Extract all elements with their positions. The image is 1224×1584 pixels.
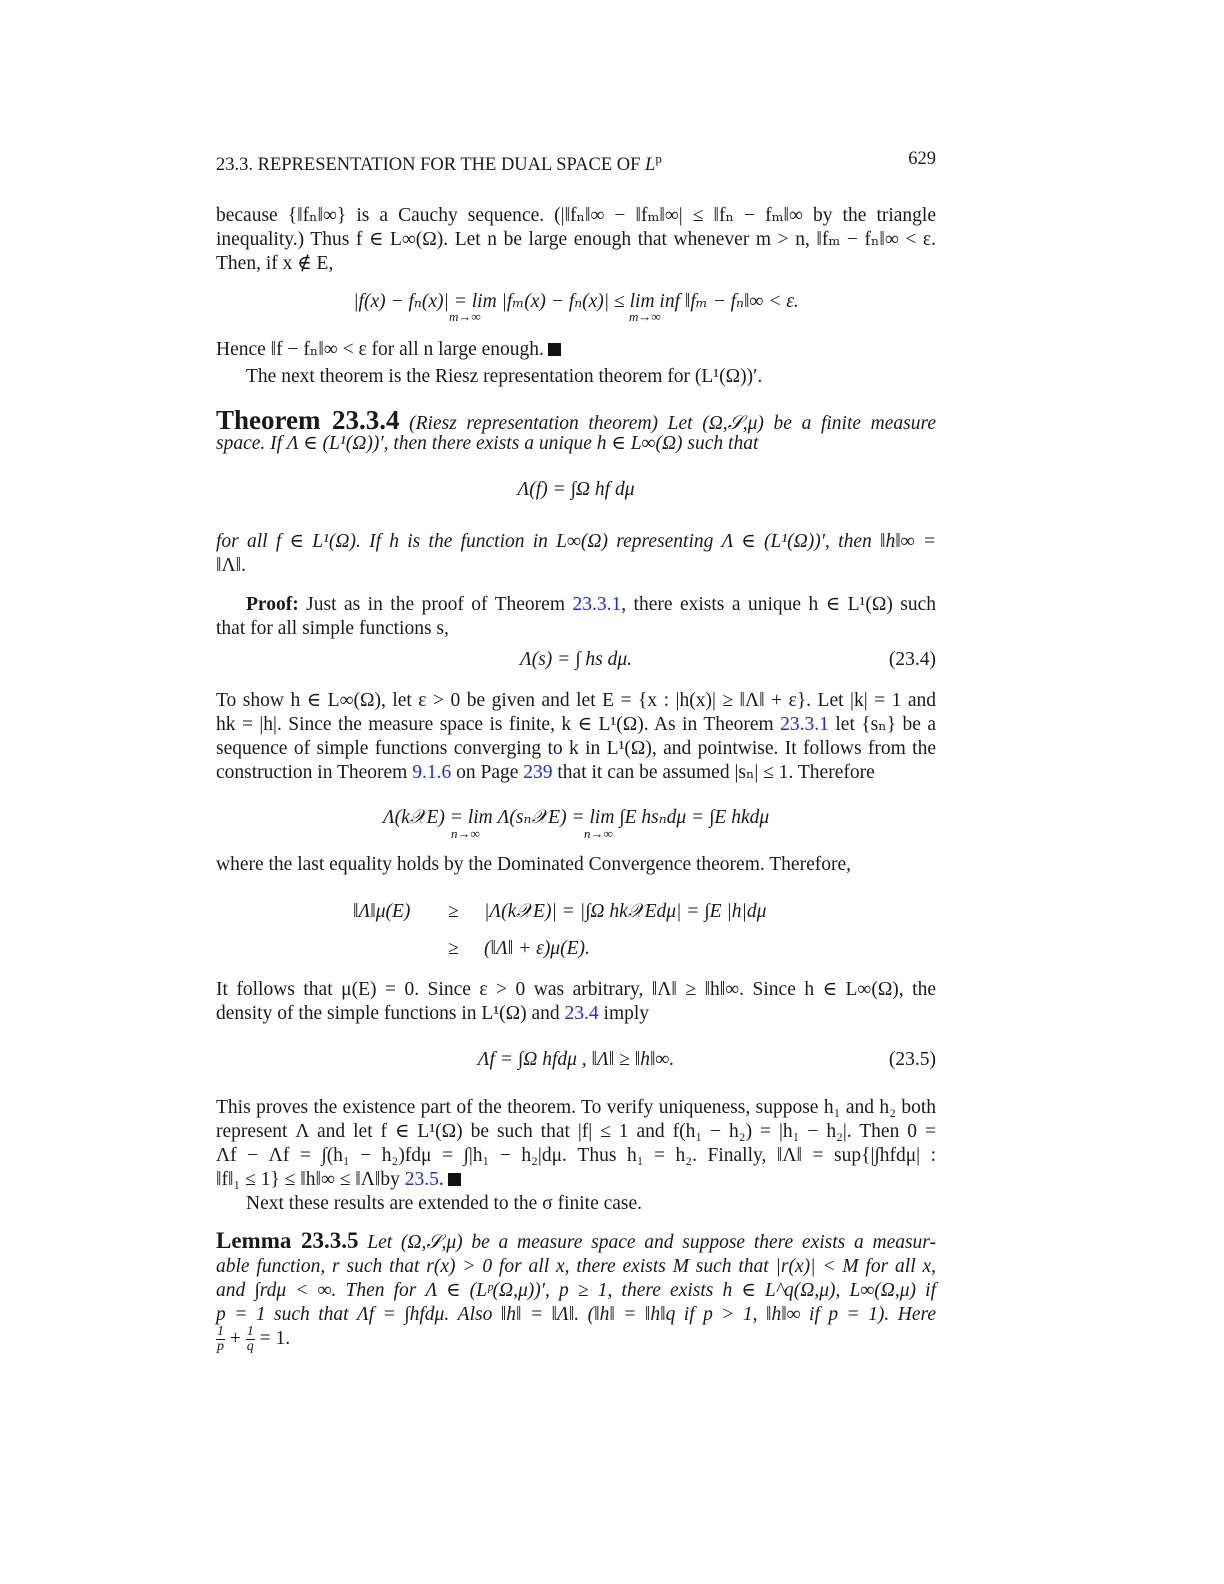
theorem-label: Theorem 23.3.4 [216, 405, 400, 435]
equation-limit-2: Λ(k𝒳E) = lim Λ(sₙ𝒳E) = lim ∫E hsₙdμ = ∫E hkdμ [382, 807, 770, 828]
proof-label: Proof: [246, 594, 299, 615]
page-number: 629 [908, 149, 936, 169]
frac2-den: q [246, 1339, 254, 1354]
equation-limit-2-sub-1: n→∞ [451, 826, 480, 841]
equation-limit [216, 290, 936, 314]
eq3-rel-1: ≥ [448, 901, 459, 922]
proof-text-1: Just as in the proof of Theorem [306, 594, 565, 615]
proof-text-1b: , there exists a unique h ∈ L¹(Ω) such [621, 594, 937, 615]
para-8: Next these results are extended to the σ finite case. [246, 1193, 643, 1214]
eq3-rel-2: ≥ [448, 938, 459, 959]
lemma-label: Lemma 23.3.5 [216, 1228, 359, 1253]
para-4-line-4 [216, 761, 936, 785]
frac1-num: 1 [217, 1324, 224, 1339]
para-3: The next theorem is the Riesz representation theorem for (L¹(Ω))′. [246, 366, 763, 387]
frac1-den: p [217, 1339, 224, 1354]
ref-theorem-23-3-1[interactable]: 23.3.1 [572, 594, 622, 615]
para-4-text-2a: hk = |h|. Since the measure space is finite, k ∈ L¹(Ω). As in Theorem [216, 714, 774, 735]
ref-equation-23-4[interactable]: 23.4 [564, 1003, 599, 1024]
para-2 [216, 338, 936, 362]
fraction-1-over-p [216, 1325, 225, 1354]
para-2-text: Hence ‖f − fₙ‖∞ < ε for all n large enough. [216, 339, 544, 360]
equation-23-5: Λf = ∫Ω hfdμ , ‖Λ‖ ≥ ‖h‖∞. [477, 1049, 675, 1070]
para-7-line-1: This proves the existence part of the theorem. To verify uniqueness, suppose h₁ and h₂ both [216, 1097, 936, 1118]
eq3-lhs: ‖Λ‖μ(E) [353, 901, 411, 922]
para-7-line-4: ‖f‖₁ ≤ 1} ≤ ‖h‖∞ ≤ ‖Λ‖by 23.5. [216, 1168, 936, 1192]
equation-23-4: Λ(s) = ∫ hs dμ. [519, 649, 633, 670]
equation-limit-sub-1: m→∞ [449, 309, 481, 324]
para-6-line-2 [216, 1002, 936, 1026]
para-4-text-2b: let {sₙ} be a [835, 714, 937, 735]
proof-line-1 [246, 593, 936, 617]
lemma-line-2: able function, r such that r(x) > 0 for all x, there exists M such that |r(x)| < M for all x, [216, 1256, 936, 1277]
ref-theorem-9-1-6[interactable]: 9.1.6 [412, 762, 452, 783]
equation-23-5-number: (23.5) [888, 1049, 936, 1070]
para-7-text-4a: ‖f‖₁ ≤ 1} ≤ ‖h‖∞ ≤ ‖Λ‖by [216, 1169, 400, 1190]
fraction-1-over-q [246, 1325, 255, 1354]
running-header [216, 147, 936, 177]
header-section-L: L [645, 155, 656, 175]
ref-page-239[interactable]: 239 [523, 762, 553, 783]
lemma-line-5: $\frac{1}{p}$ + $\frac{1}{q}$ = 1. [217, 1324, 291, 1354]
para-4-text-4b: on Page [456, 762, 519, 783]
para-1-line-2: inequality.) Thus f ∈ L∞(Ω). Let n be large enough that whenever m > n, ‖fₘ − fₙ‖∞ < ε. [216, 229, 936, 250]
theorem-line-4: ‖Λ‖. [216, 555, 246, 576]
para-1-line-1: because {‖fₙ‖∞} is a Cauchy sequence. (|‖fₙ‖∞ − ‖fₘ‖∞| ≤ ‖fₙ − fₘ‖∞ by the triangle [216, 205, 936, 226]
para-6-text-2b: imply [603, 1003, 650, 1024]
qed-icon [548, 343, 561, 356]
para-6-line-1: It follows that μ(E) = 0. Since ε > 0 was arbitrary, ‖Λ‖ ≥ ‖h‖∞. Since h ∈ L∞(Ω), the [216, 979, 936, 1000]
lemma-line-4: p = 1 such that Λf = ∫hfdμ. Also ‖h‖ = ‖Λ‖. (‖h‖ = ‖h‖q if p > 1, ‖h‖∞ if p = 1). Here [216, 1304, 936, 1325]
para-4-text-4c: that it can be assumed |sₙ| ≤ 1. Therefore [557, 762, 875, 783]
theorem-line-2: space. If Λ ∈ (L¹(Ω))′, then there exists a unique h ∈ L∞(Ω) such that [216, 433, 759, 454]
para-1-line-3: Then, if x ∉ E, [216, 253, 334, 274]
theorem-text-1: (Riesz representation theorem) Let (Ω,𝒮,μ) be a finite measure [409, 413, 937, 434]
para-7-line-3: Λf − Λf = ∫(h₁ − h₂)fdμ = ∫|h₁ − h₂|dμ. Thus h₁ = h₂. Finally, ‖Λ‖ = sup{|∫hfdμ| : [216, 1145, 936, 1166]
header-section: 23.3. REPRESENTATION FOR THE DUAL SPACE OF [216, 155, 641, 175]
theorem-equation: Λ(f) = ∫Ω hf dμ [517, 479, 635, 500]
eq3-rhs-1: |Λ(k𝒳E)| = |∫Ω hk𝒳Edμ| = ∫E |h|dμ [484, 901, 767, 922]
para-7-line-2: represent Λ and let f ∈ L¹(Ω) be such that |f| ≤ 1 and f(h₁ − h₂) = |h₁ − h₂|. Then 0 = [216, 1121, 936, 1142]
header-section-sup: p [655, 151, 662, 166]
lemma-line-3: and ∫rdμ < ∞. Then for Λ ∈ (Lᵖ(Ω,μ))′, p ≥ 1, there exists h ∈ L^q(Ω,μ), L∞(Ω,μ) if [216, 1280, 936, 1301]
para-6-text-2a: density of the simple functions in L¹(Ω) and [216, 1003, 560, 1024]
para-4-line-2 [216, 713, 936, 737]
proof-line-2: that for all simple functions s, [216, 618, 449, 639]
frac2-num: 1 [246, 1324, 254, 1339]
equation-limit-2-sub-2: n→∞ [584, 826, 613, 841]
lemma-text-1: Let (Ω,𝒮,μ) be a measure space and suppose there exists a measur- [367, 1232, 936, 1253]
qed-icon-2 [448, 1173, 461, 1186]
equation-limit-text: |f(x) − fₙ(x)| = lim |fₘ(x) − fₙ(x)| ≤ lim inf ‖fₘ − fₙ‖∞ < ε. [353, 291, 799, 312]
equation-limit-sub-2: m→∞ [629, 309, 661, 324]
para-4-line-3: sequence of simple functions converging to k in L¹(Ω), and pointwise. It follows from the [216, 738, 936, 759]
eq3-rhs-2: (‖Λ‖ + ε)μ(E). [484, 938, 590, 959]
para-4-text-4a: construction in Theorem [216, 762, 408, 783]
equation-23-4-number: (23.4) [888, 649, 936, 670]
lemma-line-1 [216, 1227, 936, 1257]
para-5: where the last equality holds by the Dominated Convergence theorem. Therefore, [216, 854, 851, 875]
para-4-line-1: To show h ∈ L∞(Ω), let ε > 0 be given and let E = {x : |h(x)| ≥ ‖Λ‖ + ε}. Let |k| = 1 and [216, 690, 936, 711]
lemma-line-5-rest: = 1. [259, 1327, 291, 1349]
ref-theorem-23-3-1-b[interactable]: 23.3.1 [780, 714, 829, 735]
ref-equation-23-5[interactable]: 23.5 [404, 1169, 439, 1190]
theorem-line-3: for all f ∈ L¹(Ω). If h is the function in L∞(Ω) representing Λ ∈ (L¹(Ω))′, then ‖h‖∞ = [216, 531, 936, 552]
